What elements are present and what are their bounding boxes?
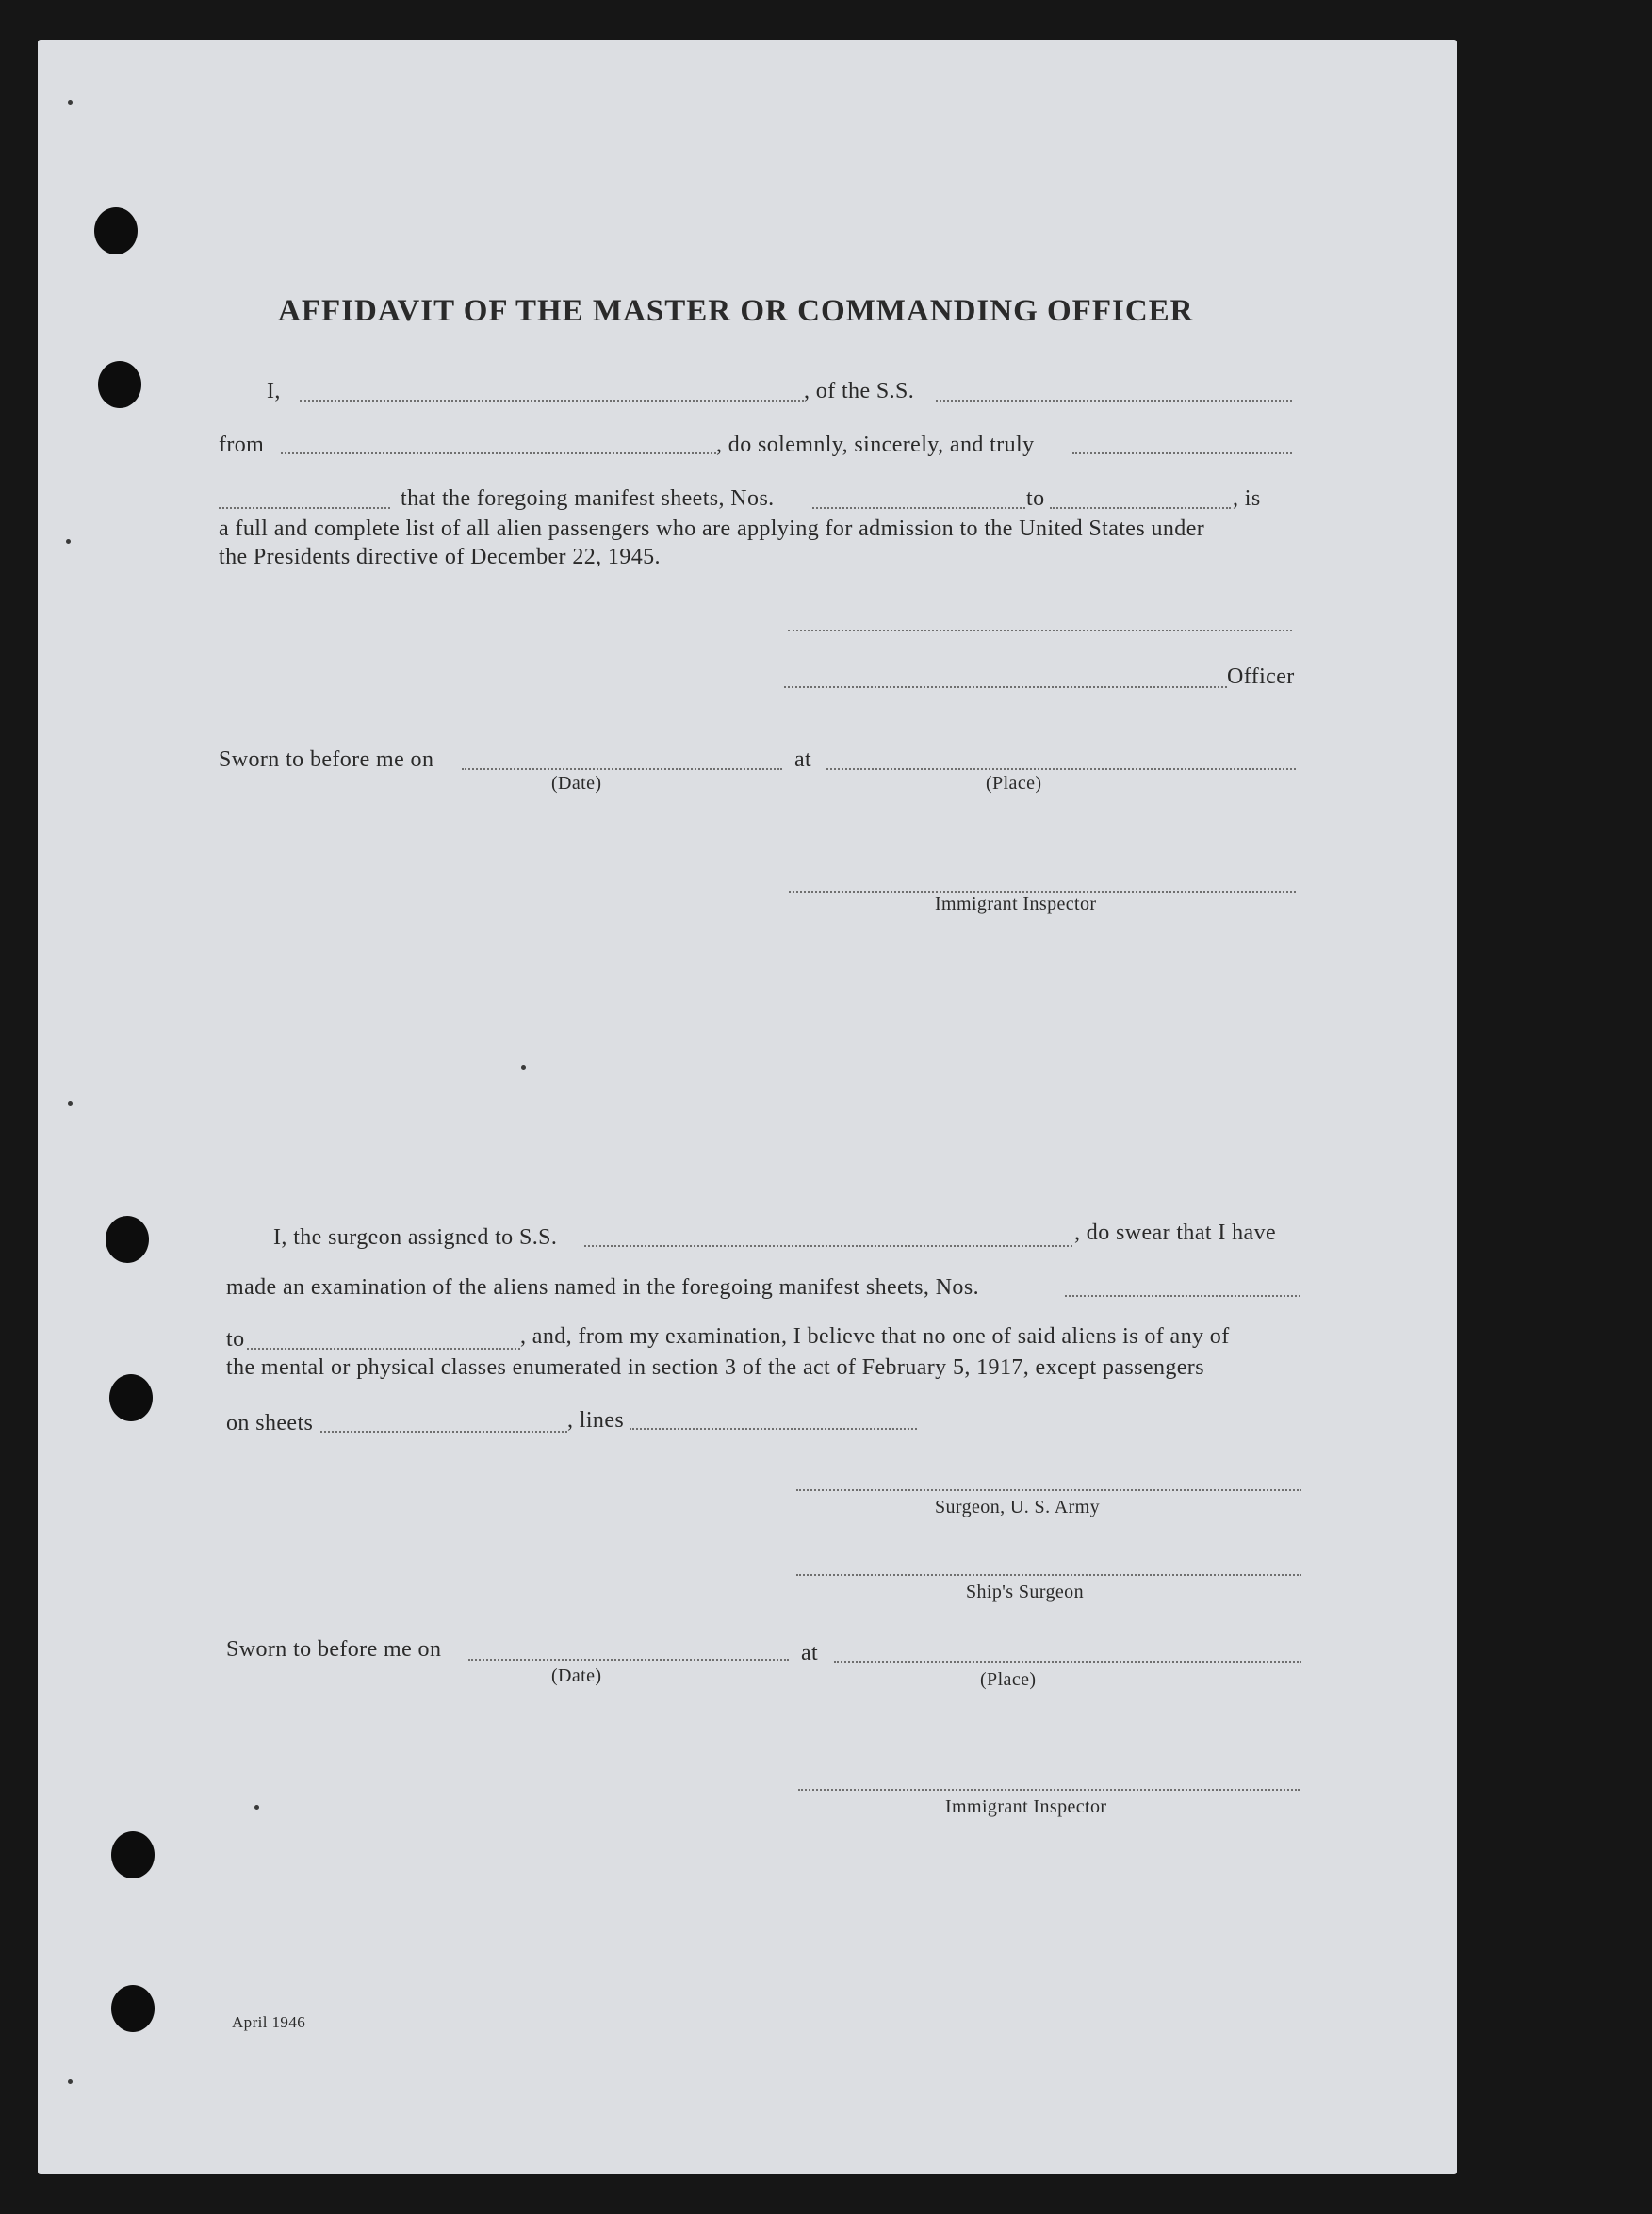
master-at-label: at	[794, 747, 812, 772]
officer-signature-line-2[interactable]	[784, 686, 1227, 688]
binder-hole	[111, 1985, 155, 2032]
master-swear-text: , do solemnly, sincerely, and truly	[716, 433, 1035, 457]
scan-speck	[254, 1805, 259, 1810]
surgeon-sheets-field[interactable]	[320, 1431, 567, 1433]
surgeon-inspector-label: Immigrant Inspector	[945, 1796, 1107, 1817]
surgeon-to-label: to	[226, 1327, 245, 1352]
master-nos-to-field[interactable]	[1050, 507, 1231, 509]
master-sworn-place-field[interactable]	[826, 768, 1296, 770]
ship-surgeon-signature-line[interactable]	[796, 1574, 1301, 1576]
surgeon-line2: made an examination of the aliens named in the foregoing manifest sheets, Nos.	[226, 1275, 979, 1300]
surgeon-line3-rest: , and, from my examination, I believe that no one of said aliens is of any of	[520, 1324, 1230, 1349]
master-verb-field[interactable]	[219, 507, 390, 509]
master-date-caption: (Date)	[551, 773, 602, 794]
master-ship-field[interactable]	[936, 400, 1292, 402]
surgeon-date-caption: (Date)	[551, 1665, 602, 1686]
scan-speck	[68, 2079, 73, 2084]
surgeon-line4: the mental or physical classes enumerated in section 3 of the act of February 5, 1917, except passengers	[226, 1355, 1204, 1380]
ship-surgeon-label: Ship's Surgeon	[966, 1582, 1084, 1602]
master-name-field[interactable]	[300, 400, 804, 402]
form-page	[38, 40, 1457, 2174]
surgeon-sheets-label: on sheets	[226, 1411, 314, 1435]
master-sworn-label: Sworn to before me on	[219, 747, 434, 772]
surgeon-place-caption: (Place)	[980, 1669, 1037, 1690]
master-from-field[interactable]	[281, 452, 716, 454]
binder-hole	[106, 1216, 149, 1263]
master-nos-from-field[interactable]	[812, 507, 1025, 509]
master-sworn-date-field[interactable]	[462, 768, 782, 770]
surgeon-line1: I, the surgeon assigned to S.S.	[273, 1225, 558, 1250]
surgeon-ship-field[interactable]	[584, 1245, 1072, 1247]
master-is-label: , is	[1233, 486, 1261, 511]
master-place-caption: (Place)	[986, 773, 1042, 794]
master-manifest-text: that the foregoing manifest sheets, Nos.	[401, 486, 775, 511]
master-of-ss-label: , of the S.S.	[804, 379, 915, 403]
scan-speck	[66, 539, 71, 544]
surgeon-inspector-signature-line[interactable]	[798, 1789, 1300, 1791]
master-i-label: I,	[267, 379, 281, 403]
binder-hole	[109, 1374, 153, 1421]
page-title: AFFIDAVIT OF THE MASTER OR COMMANDING OFFICER	[278, 294, 1194, 328]
surgeon-sworn-place-field[interactable]	[834, 1661, 1301, 1663]
binder-hole	[94, 207, 138, 254]
surgeon-nos-to-field[interactable]	[247, 1348, 520, 1350]
binder-hole	[111, 1831, 155, 1878]
master-to-label: to	[1026, 486, 1045, 511]
form-date-footer: April 1946	[232, 2013, 306, 2031]
surgeon-lines-label: , lines	[567, 1408, 625, 1433]
master-body-line4: a full and complete list of all alien passengers who are applying for admission to the United States under	[219, 517, 1205, 541]
master-swear-field[interactable]	[1072, 452, 1292, 454]
surgeon-line1-end: , do swear that I have	[1074, 1221, 1277, 1245]
master-from-label: from	[219, 433, 265, 457]
army-surgeon-signature-line[interactable]	[796, 1489, 1301, 1491]
surgeon-nos-from-field[interactable]	[1065, 1295, 1300, 1297]
scan-speck	[68, 1101, 73, 1106]
master-body-line5: the Presidents directive of December 22, 1945.	[219, 545, 661, 569]
officer-signature-line-1[interactable]	[788, 630, 1292, 631]
master-inspector-label: Immigrant Inspector	[935, 894, 1097, 914]
army-surgeon-label: Surgeon, U. S. Army	[935, 1497, 1101, 1517]
master-inspector-signature-line[interactable]	[789, 891, 1296, 893]
scan-speck	[68, 100, 73, 105]
officer-label: Officer	[1227, 664, 1295, 689]
scan-speck	[521, 1065, 526, 1070]
surgeon-lines-field[interactable]	[630, 1428, 917, 1430]
surgeon-sworn-label: Sworn to before me on	[226, 1637, 442, 1662]
surgeon-at-label: at	[801, 1641, 819, 1665]
surgeon-sworn-date-field[interactable]	[468, 1659, 789, 1661]
binder-hole	[98, 361, 141, 408]
